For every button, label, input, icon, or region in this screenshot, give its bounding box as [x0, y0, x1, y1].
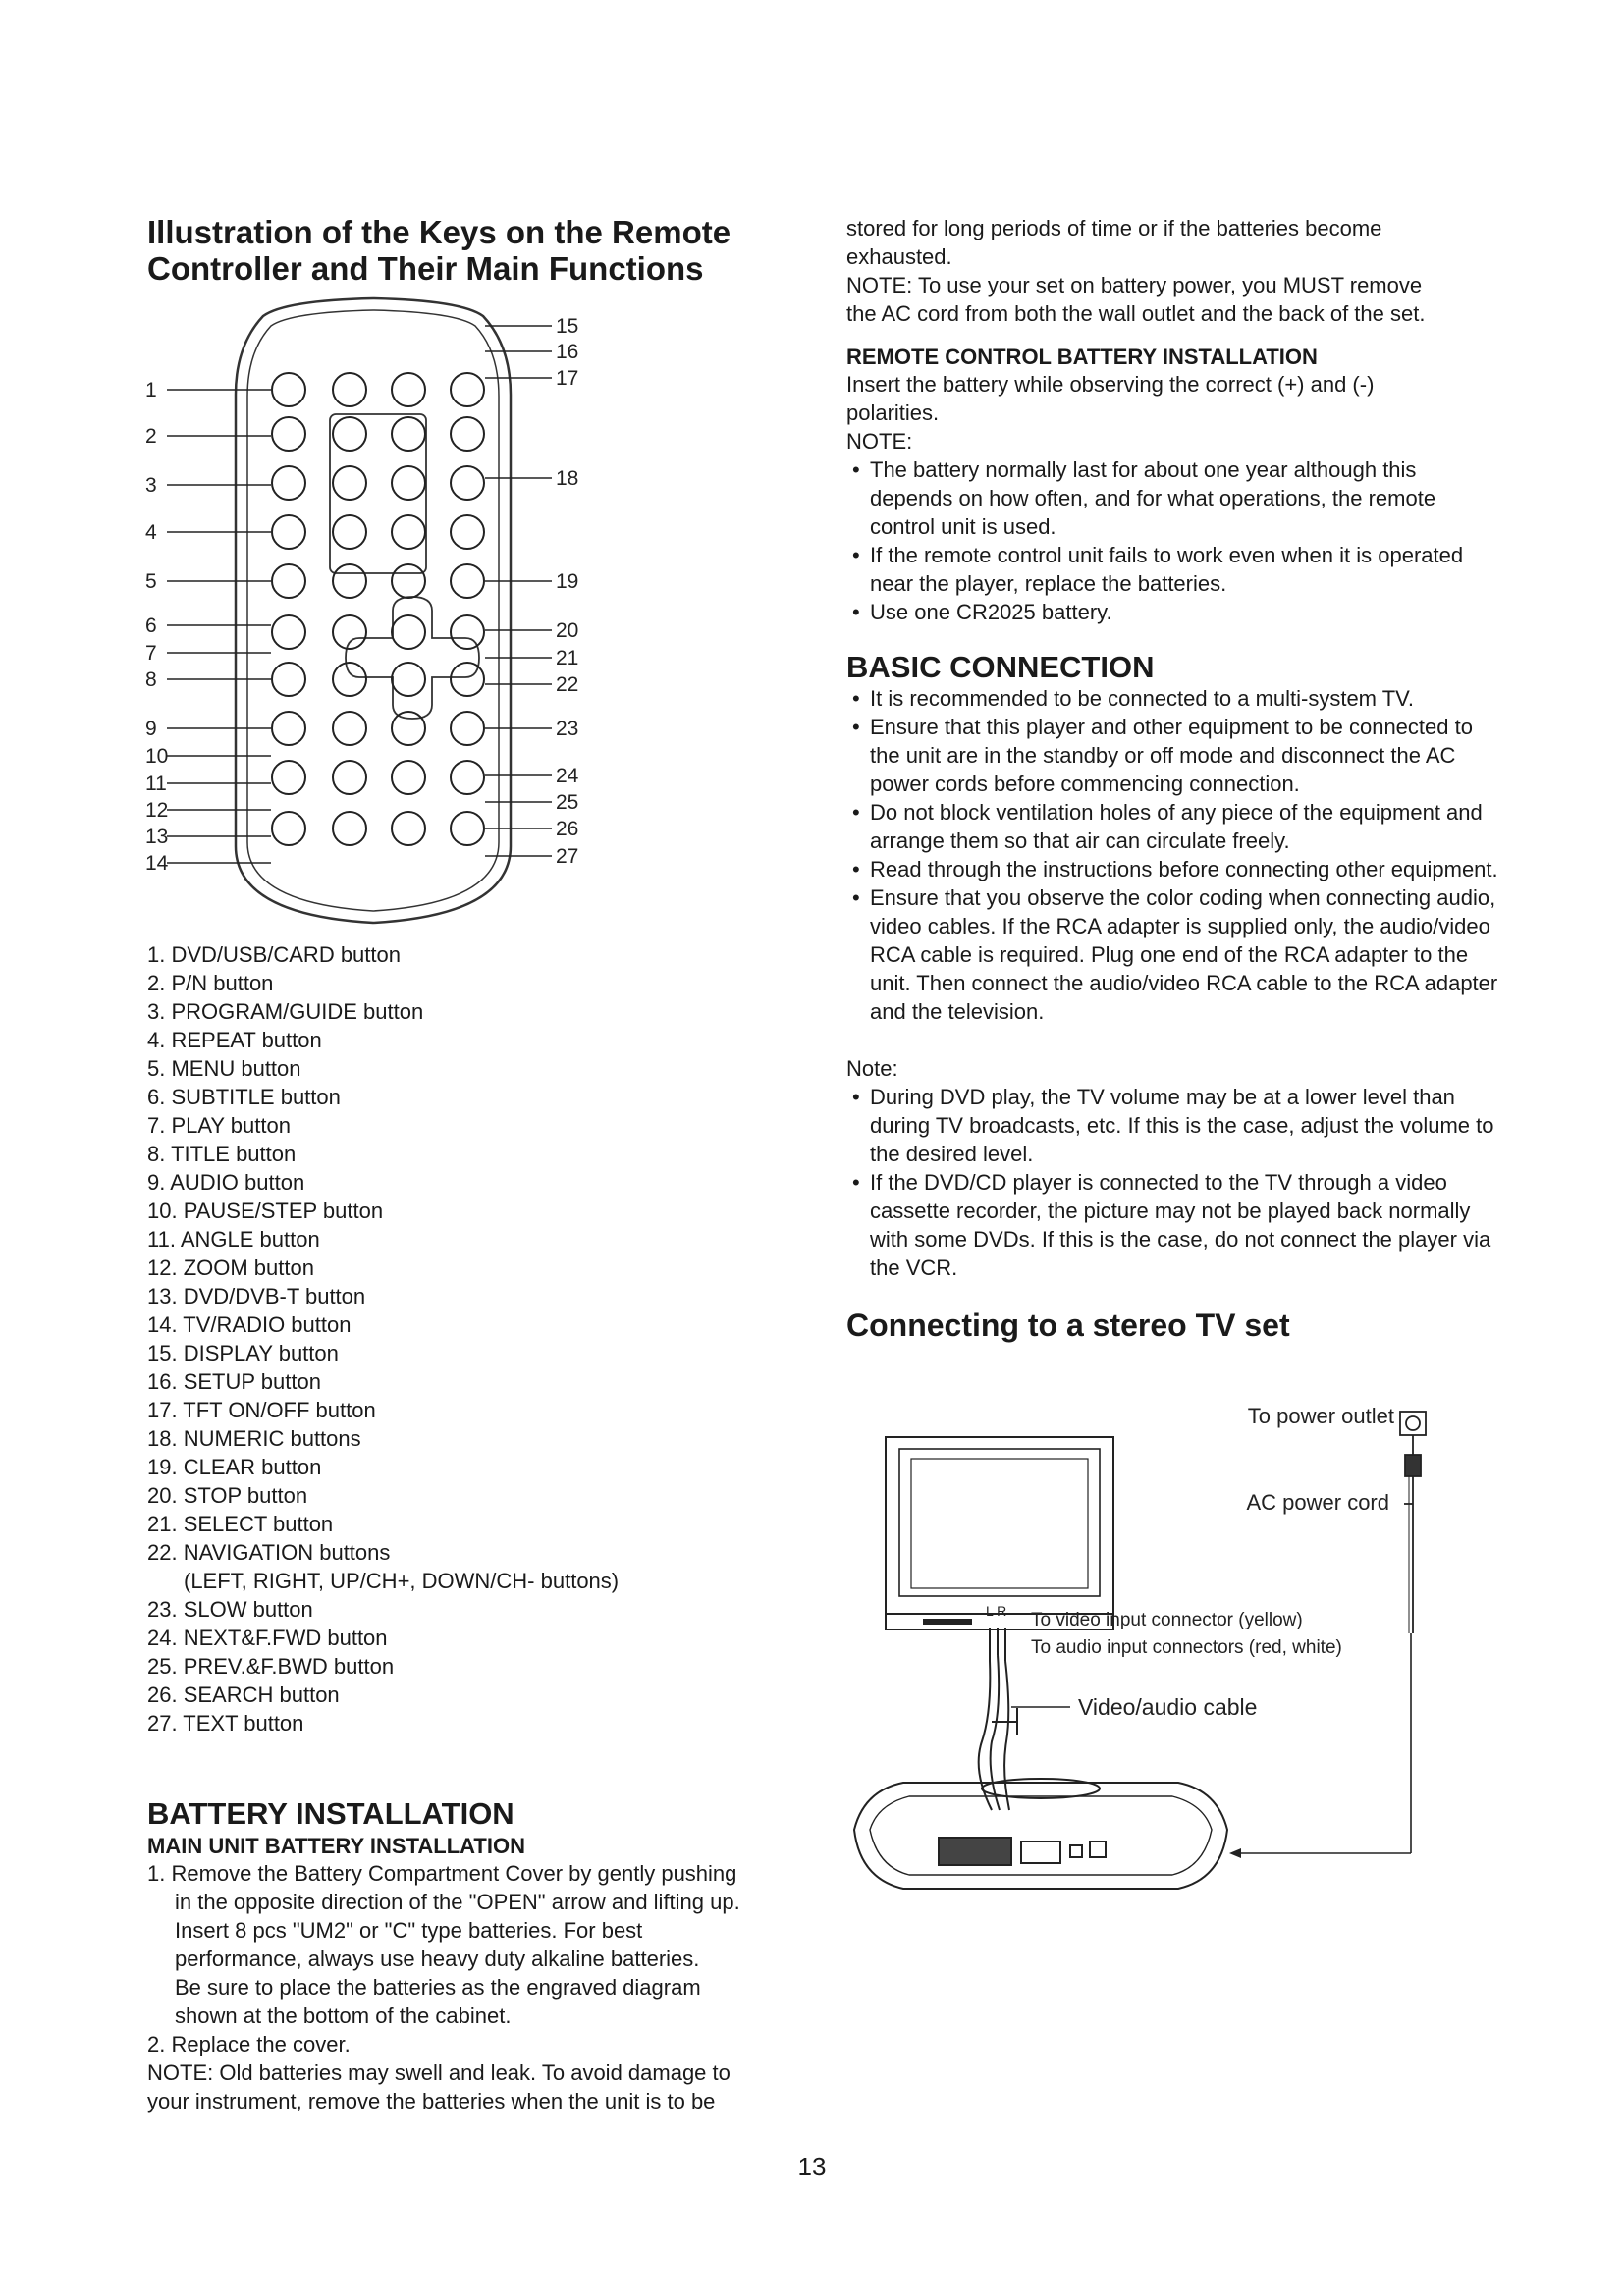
remote-keys-title-line1: Illustration of the Keys on the Remote	[147, 214, 731, 250]
remote-button	[272, 564, 305, 598]
step1-line1: 1. Remove the Battery Compartment Cover by gently pushing	[147, 1861, 737, 1886]
continued-line3: NOTE: To use your set on battery power, you MUST remove	[846, 273, 1423, 297]
key-list-item: 9. AUDIO button	[147, 1170, 305, 1195]
remote-button	[333, 373, 366, 406]
remote-battery-line2: polarities.	[846, 400, 940, 425]
step1-line5: Be sure to place the batteries as the engraved diagram	[175, 1975, 701, 2000]
remote-number-label: 2	[145, 425, 157, 448]
remote-button	[392, 663, 425, 696]
remote-number-label: 10	[145, 745, 169, 768]
remote-button	[333, 663, 366, 696]
step1-line2: in the opposite direction of the "OPEN" arrow and lifting up.	[175, 1890, 740, 1914]
key-list-item: 11. ANGLE button	[147, 1227, 320, 1252]
remote-button	[333, 466, 366, 500]
remote-number-label: 16	[556, 341, 579, 363]
key-function-list	[147, 940, 795, 1737]
page-number: 13	[797, 2152, 827, 2181]
basic-connection-bullet: • Read through the instructions before connecting other equipment.	[846, 855, 1504, 883]
continued-line1: stored for long periods of time or if the batteries become	[846, 216, 1382, 240]
remote-number-label: 7	[145, 642, 157, 665]
key-list-item: (LEFT, RIGHT, UP/CH+, DOWN/CH- buttons)	[184, 1569, 620, 1593]
remote-number-label: 18	[556, 467, 579, 490]
note-line2: your instrument, remove the batteries when the unit is to be	[147, 2089, 716, 2113]
remote-keys-title-line2: Controller and Their Main Functions	[147, 250, 704, 287]
remote-button	[272, 812, 305, 845]
continued-line4: the AC cord from both the wall outlet and the back of the set.	[846, 301, 1426, 326]
remote-button	[392, 515, 425, 549]
remote-button	[272, 615, 305, 649]
remote-number-label: 3	[145, 474, 157, 497]
remote-button	[392, 615, 425, 649]
key-list-item: 20. STOP button	[147, 1483, 308, 1508]
key-list-item: 27. TEXT button	[147, 1711, 304, 1735]
numeric-group-frame	[330, 414, 426, 573]
key-list-item: 15. DISPLAY button	[147, 1341, 339, 1365]
key-list-item: 5. MENU button	[147, 1056, 301, 1081]
key-list-item: 2. P/N button	[147, 971, 274, 995]
remote-button	[272, 712, 305, 745]
remote-control-diagram	[118, 287, 628, 954]
remote-number-label: 22	[556, 673, 579, 696]
remote-number-label: 20	[556, 619, 579, 642]
key-list-item: 26. SEARCH button	[147, 1682, 340, 1707]
remote-number-label: 25	[556, 791, 579, 814]
remote-button	[333, 515, 366, 549]
key-list-item: 16. SETUP button	[147, 1369, 321, 1394]
remote-number-label: 9	[145, 718, 157, 740]
remote-button	[272, 663, 305, 696]
remote-number-label: 12	[145, 799, 169, 822]
right-column	[846, 214, 1504, 1344]
key-list	[147, 940, 795, 1737]
key-list-item: 24. NEXT&F.FWD button	[147, 1626, 388, 1650]
key-list-item: 14. TV/RADIO button	[147, 1312, 352, 1337]
basic-connection-title: BASIC CONNECTION	[846, 650, 1155, 684]
step1-line6: shown at the bottom of the cabinet.	[175, 2003, 512, 2028]
lr-label: L R	[986, 1603, 1007, 1619]
remote-button	[392, 373, 425, 406]
remote-button	[333, 761, 366, 794]
remote-battery-line1: Insert the battery while observing the correct (+) and (-)	[846, 372, 1375, 397]
basic-connection-bullet: • Ensure that you observe the color coding when connecting audio, video cables. If the RCA adapter is supplied only, the audio/video RCA cable is required. Plug one end of the RCA adapter to the unit. Then connect the audio/video RCA cable to the RCA adapter and the television.	[846, 883, 1504, 1026]
remote-number-label: 6	[145, 614, 157, 637]
battery-installation-title: BATTERY INSTALLATION	[147, 1796, 514, 1831]
key-list-item: 1. DVD/USB/CARD button	[147, 942, 401, 967]
remote-button	[333, 812, 366, 845]
remote-number-label: 21	[556, 647, 579, 669]
remote-body-inner	[247, 310, 499, 911]
key-list-item: 7. PLAY button	[147, 1113, 291, 1138]
remote-button	[272, 417, 305, 451]
note-bullet: • If the DVD/CD player is connected to the TV through a video cassette recorder, the picture may not be played back normally with some DVDs. If this is the case, do not connect the player via the VCR.	[846, 1168, 1504, 1282]
ac-power-cord-label: AC power cord	[1246, 1490, 1389, 1515]
key-list-item: 12. ZOOM button	[147, 1255, 314, 1280]
remote-button	[392, 812, 425, 845]
remote-battery-bullet: • The battery normally last for about one year although this depends on how often, and for what operations, the remote control unit is used.	[846, 455, 1504, 541]
remote-number-label: 15	[556, 315, 579, 338]
remote-button	[451, 466, 484, 500]
power-outlet-label: To power outlet	[1247, 1404, 1394, 1428]
remote-number-label: 23	[556, 718, 579, 740]
key-list-item: 10. PAUSE/STEP button	[147, 1199, 384, 1223]
remote-button	[451, 761, 484, 794]
tv-illustration	[886, 1437, 1113, 1629]
portable-unit-illustration	[854, 1779, 1227, 1889]
remote-button	[451, 373, 484, 406]
remote-number-label: 27	[556, 845, 579, 868]
remote-button	[392, 761, 425, 794]
remote-number-label: 26	[556, 818, 579, 840]
remote-button	[451, 712, 484, 745]
remote-number-label: 17	[556, 367, 579, 390]
basic-connection-bullet: • Ensure that this player and other equipment to be connected to the unit are in the standby or off mode and disconnect the AC power cords before commencing connection.	[846, 713, 1504, 798]
remote-button	[272, 466, 305, 500]
remote-number-label: 4	[145, 521, 157, 544]
key-list-item: 21. SELECT button	[147, 1512, 334, 1536]
note-label: Note:	[846, 1056, 898, 1081]
remote-button	[333, 564, 366, 598]
remote-button	[392, 466, 425, 500]
key-list-item: 23. SLOW button	[147, 1597, 313, 1622]
basic-connection-bullet: • Do not block ventilation holes of any piece of the equipment and arrange them so that air can circulate freely.	[846, 798, 1504, 855]
key-list-item: 17. TFT ON/OFF button	[147, 1398, 376, 1422]
power-outlet-icon	[1400, 1412, 1426, 1633]
remote-button	[451, 515, 484, 549]
note-line1: NOTE: Old batteries may swell and leak. To avoid damage to	[147, 2060, 731, 2085]
continued-line2: exhausted.	[846, 244, 952, 269]
battery-section	[147, 1796, 795, 2115]
key-list-item: 4. REPEAT button	[147, 1028, 322, 1052]
left-column	[147, 214, 795, 287]
key-list-item: 18. NUMERIC buttons	[147, 1426, 361, 1451]
remote-battery-line3: NOTE:	[846, 429, 913, 454]
step2: 2. Replace the cover.	[147, 2032, 351, 2056]
note-bullet: • During DVD play, the TV volume may be at a lower level than during TV broadcasts, etc. If this is the case, adjust the volume to the desired level.	[846, 1083, 1504, 1168]
step1-line3: Insert 8 pcs "UM2" or "C" type batteries. For best	[175, 1918, 643, 1943]
remote-buttons	[272, 373, 484, 845]
key-list-item: 25. PREV.&F.BWD button	[147, 1654, 395, 1679]
key-list-item: 13. DVD/DVB-T button	[147, 1284, 366, 1308]
basic-connection-bullet: • It is recommended to be connected to a multi-system TV.	[846, 684, 1504, 713]
remote-battery-bullet: • If the remote control unit fails to work even when it is operated near the player, replace the batteries.	[846, 541, 1504, 598]
key-list-item: 3. PROGRAM/GUIDE button	[147, 999, 424, 1024]
remote-button	[333, 417, 366, 451]
remote-button	[451, 564, 484, 598]
remote-button	[333, 712, 366, 745]
remote-battery-title: REMOTE CONTROL BATTERY INSTALLATION	[846, 345, 1318, 369]
video-input-label: To video input connector (yellow)	[1031, 1610, 1303, 1630]
remote-button	[451, 663, 484, 696]
remote-button	[392, 712, 425, 745]
key-list-item: 22. NAVIGATION buttons	[147, 1540, 391, 1565]
remote-button	[392, 417, 425, 451]
remote-battery-bullet: • Use one CR2025 battery.	[846, 598, 1504, 626]
remote-button	[272, 373, 305, 406]
step1-line4: performance, always use heavy duty alkaline batteries.	[175, 1947, 700, 1971]
remote-button	[272, 515, 305, 549]
remote-number-label: 13	[145, 826, 169, 848]
remote-button	[451, 615, 484, 649]
ac-cord-arrow	[1229, 1848, 1241, 1858]
remote-number-label: 14	[145, 852, 169, 875]
audio-input-label: To audio input connectors (red, white)	[1031, 1637, 1342, 1658]
stereo-connection-diagram	[844, 1398, 1453, 1918]
remote-button	[272, 761, 305, 794]
video-audio-cable-label: Video/audio cable	[1078, 1694, 1258, 1720]
remote-button	[451, 812, 484, 845]
main-unit-battery-title: MAIN UNIT BATTERY INSTALLATION	[147, 1834, 525, 1858]
remote-button	[451, 417, 484, 451]
remote-number-label: 19	[556, 570, 579, 593]
key-list-item: 19. CLEAR button	[147, 1455, 322, 1479]
remote-number-label: 11	[145, 773, 167, 795]
stereo-tv-title: Connecting to a stereo TV set	[846, 1308, 1290, 1343]
remote-body-outline	[236, 298, 511, 923]
remote-number-labels	[145, 315, 579, 875]
key-list-item: 6. SUBTITLE button	[147, 1085, 341, 1109]
remote-number-label: 1	[145, 379, 157, 401]
remote-number-label: 24	[556, 765, 579, 787]
remote-button	[392, 564, 425, 598]
remote-number-label: 5	[145, 570, 157, 593]
key-list-item: 8. TITLE button	[147, 1142, 297, 1166]
remote-number-label: 8	[145, 668, 157, 691]
